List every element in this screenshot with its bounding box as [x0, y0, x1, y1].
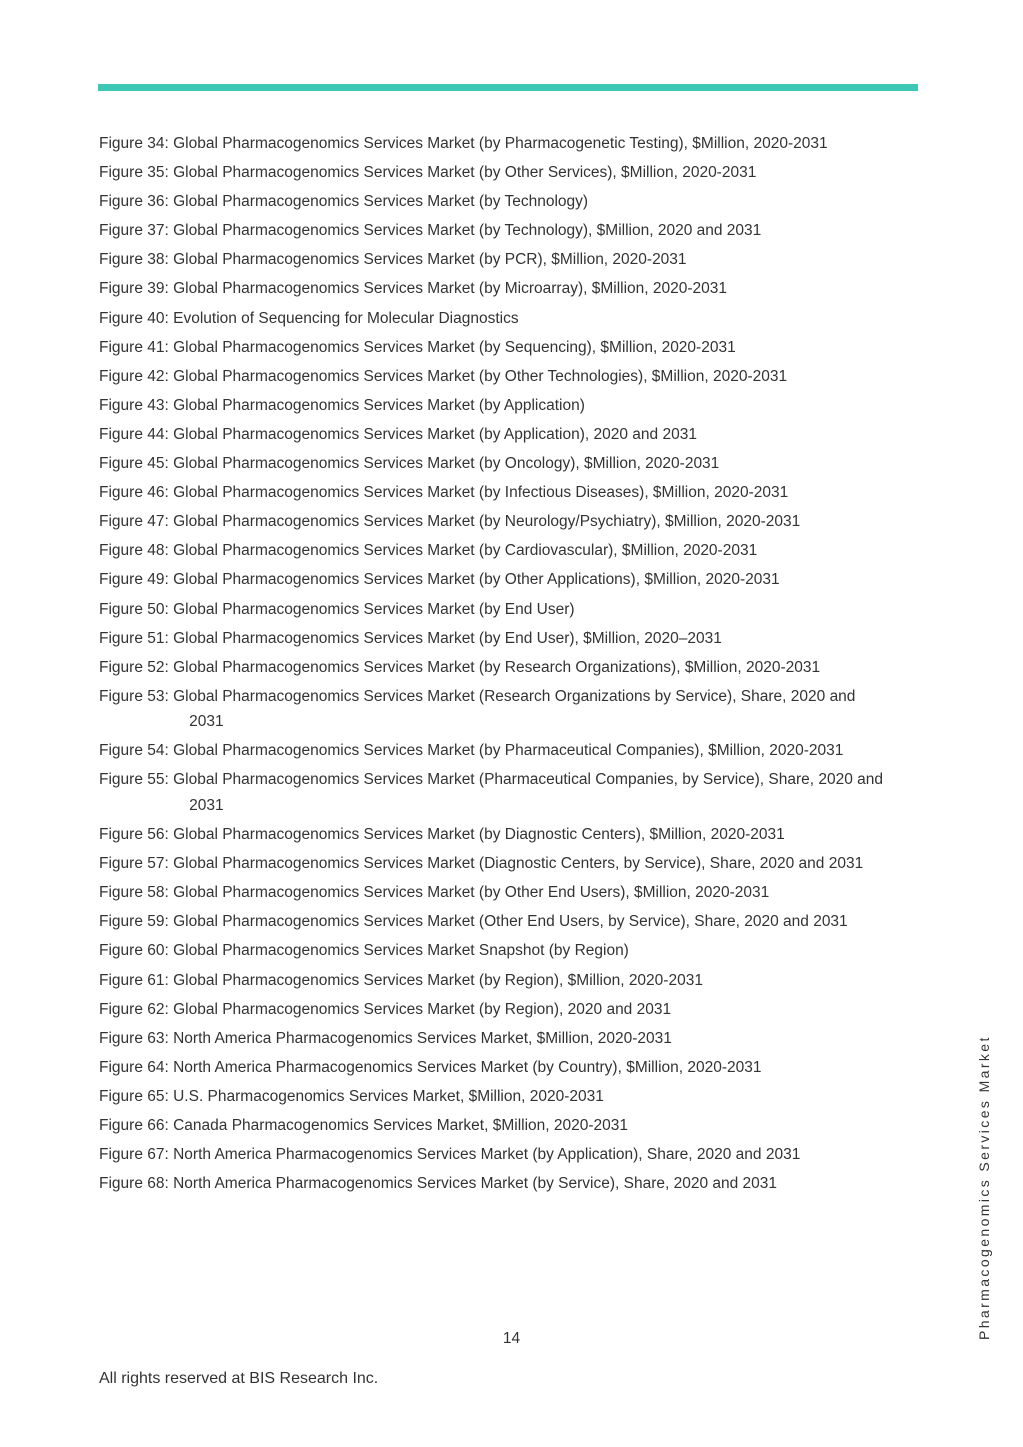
figure-title: Global Pharmacogenomics Services Market (by Infectious Diseases), $Million, 2020-2031 [173, 484, 789, 502]
figure-label: Figure 54: [99, 742, 169, 760]
list-item [99, 567, 889, 593]
figure-title: Global Pharmacogenomics Services Market (by Application), 2020 and 2031 [173, 425, 697, 443]
list-item [99, 1171, 889, 1197]
figure-label: Figure 59: [99, 913, 169, 931]
figure-title: North America Pharmacogenomics Services Market, $Million, 2020-2031 [173, 1029, 672, 1047]
figure-label: Figure 38: [99, 251, 169, 269]
list-item [99, 968, 889, 994]
list-item [99, 247, 889, 273]
figure-label: Figure 48: [99, 542, 169, 560]
figure-title: Global Pharmacogenomics Services Market (by Sequencing), $Million, 2020-2031 [173, 338, 736, 356]
figure-title: Global Pharmacogenomics Services Market (by Other End Users), $Million, 2020-2031 [173, 884, 770, 902]
list-item [99, 364, 889, 390]
list-item [99, 1026, 889, 1052]
figure-label: Figure 35: [99, 164, 169, 182]
list-item [99, 1142, 889, 1168]
figure-label: Figure 45: [99, 455, 169, 473]
figure-label: Figure 50: [99, 600, 169, 618]
figure-label: Figure 67: [99, 1146, 169, 1164]
list-item [99, 626, 889, 652]
list-item [99, 306, 889, 332]
list-item [99, 822, 889, 848]
figure-label: Figure 47: [99, 513, 169, 531]
figure-label: Figure 58: [99, 884, 169, 902]
list-item [99, 160, 889, 186]
figure-title: Global Pharmacogenomics Services Market (by End User), $Million, 2020–2031 [173, 629, 722, 647]
list-item [99, 684, 889, 735]
figure-title: Global Pharmacogenomics Services Market (by Technology), $Million, 2020 and 2031 [173, 222, 762, 240]
figure-label: Figure 62: [99, 1000, 169, 1018]
list-item [99, 1084, 889, 1110]
header-accent-bar [98, 84, 918, 91]
page-number: 14 [502, 1330, 521, 1347]
figure-title: Global Pharmacogenomics Services Market (by Research Organizations), $Million, 2020-2031 [173, 658, 821, 676]
figure-title: Global Pharmacogenomics Services Market (by Pharmacogenetic Testing), $Million, 2020-2031 [173, 135, 828, 152]
list-item [99, 655, 889, 681]
list-item [99, 480, 889, 506]
figure-label: Figure 43: [99, 396, 169, 414]
figure-label: Figure 52: [99, 658, 169, 676]
figure-title: Global Pharmacogenomics Services Market (by Region), $Million, 2020-2031 [173, 971, 703, 989]
figure-label: Figure 63: [99, 1029, 169, 1047]
list-item [99, 997, 889, 1023]
figure-label: Figure 64: [99, 1058, 169, 1076]
figure-title: Global Pharmacogenomics Services Market (Other End Users, by Service), Share, 2020 and 2031 [173, 913, 848, 931]
figure-label: Figure 46: [99, 484, 169, 502]
figure-title: Global Pharmacogenomics Services Market (by Pharmaceutical Companies), $Million, 2020-2031 [173, 742, 844, 760]
figure-label: Figure 53: [99, 687, 169, 705]
list-item [99, 1055, 889, 1081]
list-item [99, 938, 889, 964]
figure-title: Global Pharmacogenomics Services Market (by Technology) [173, 193, 589, 211]
figure-title: Global Pharmacogenomics Services Market (by End User) [173, 600, 575, 618]
list-item [99, 767, 889, 818]
list-of-figures [99, 131, 889, 1200]
figure-label: Figure 36: [99, 193, 169, 211]
figure-label: Figure 42: [99, 367, 169, 385]
figure-label: Figure 49: [99, 571, 169, 589]
figure-label: Figure 39: [99, 280, 169, 298]
figure-title: Global Pharmacogenomics Services Market (by Other Services), $Million, 2020-2031 [173, 164, 757, 182]
figure-title: Global Pharmacogenomics Services Market (by Other Applications), $Million, 2020-2031 [173, 571, 780, 589]
figure-label: Figure 57: [99, 855, 169, 873]
list-item [99, 335, 889, 361]
list-item [99, 422, 889, 448]
footer-copyright: All rights reserved at BIS Research Inc. [99, 1370, 379, 1387]
list-item [99, 131, 889, 157]
list-item [99, 509, 889, 535]
list-item [99, 909, 889, 935]
list-item [99, 851, 889, 877]
list-item [99, 880, 889, 906]
list-item [99, 538, 889, 564]
figure-title: Global Pharmacogenomics Services Market (by PCR), $Million, 2020-2031 [173, 251, 687, 269]
figure-title: Global Pharmacogenomics Services Market Snapshot (by Region) [173, 942, 629, 960]
figure-label: Figure 65: [99, 1087, 169, 1105]
figure-title: Global Pharmacogenomics Services Market (by Neurology/Psychiatry), $Million, 2020-2031 [173, 513, 801, 531]
list-item [99, 738, 889, 764]
figure-title: Canada Pharmacogenomics Services Market, $Million, 2020-2031 [173, 1117, 629, 1134]
figure-label: Figure 61: [99, 971, 169, 989]
figure-label: Figure 37: [99, 222, 169, 240]
figure-title: Global Pharmacogenomics Services Market (Diagnostic Centers, by Service), Share, 2020 and 2031 [173, 855, 864, 873]
figure-label: Figure 66: [99, 1117, 169, 1134]
list-item [99, 393, 889, 419]
figure-title: Global Pharmacogenomics Services Market (by Region), 2020 and 2031 [173, 1000, 672, 1018]
figure-title: Global Pharmacogenomics Services Market (by Diagnostic Centers), $Million, 2020-2031 [173, 826, 785, 844]
figure-label: Figure 41: [99, 338, 169, 356]
side-report-title: Pharmacogenomics Services Market [976, 1035, 992, 1340]
figure-title: Global Pharmacogenomics Services Market (by Oncology), $Million, 2020-2031 [173, 455, 720, 473]
list-item [99, 189, 889, 215]
figure-title: U.S. Pharmacogenomics Services Market, $Million, 2020-2031 [173, 1087, 604, 1105]
list-item [99, 597, 889, 623]
figure-title: Global Pharmacogenomics Services Market (by Microarray), $Million, 2020-2031 [173, 280, 728, 298]
figure-title: Global Pharmacogenomics Services Market (Pharmaceutical Companies, by Service), Share, 2020 and 2031 [173, 771, 883, 814]
figure-title: North America Pharmacogenomics Services Market (by Application), Share, 2020 and 2031 [173, 1146, 801, 1164]
figure-title: Global Pharmacogenomics Services Market (Research Organizations by Service), Share, 2020 and 2031 [173, 687, 856, 731]
list-item [99, 276, 889, 302]
figure-label: Figure 60: [99, 942, 169, 960]
figure-label: Figure 56: [99, 826, 169, 844]
figure-label: Figure 55: [99, 771, 169, 789]
figure-label: Figure 51: [99, 629, 169, 647]
figure-title: North America Pharmacogenomics Services Market (by Country), $Million, 2020-2031 [173, 1058, 762, 1076]
figure-label: Figure 68: [99, 1175, 169, 1193]
figure-title: Global Pharmacogenomics Services Market (by Application) [173, 396, 585, 414]
list-item [99, 451, 889, 477]
figure-label: Figure 34: [99, 135, 169, 152]
list-item [99, 218, 889, 244]
figure-title: Global Pharmacogenomics Services Market (by Cardiovascular), $Million, 2020-2031 [173, 542, 758, 560]
figure-label: Figure 44: [99, 425, 169, 443]
figure-title: Global Pharmacogenomics Services Market (by Other Technologies), $Million, 2020-2031 [173, 367, 788, 385]
figure-label: Figure 40: [99, 309, 169, 327]
figure-title: North America Pharmacogenomics Services Market (by Service), Share, 2020 and 2031 [173, 1175, 778, 1193]
list-item [99, 1113, 889, 1139]
figure-title: Evolution of Sequencing for Molecular Diagnostics [173, 309, 519, 327]
